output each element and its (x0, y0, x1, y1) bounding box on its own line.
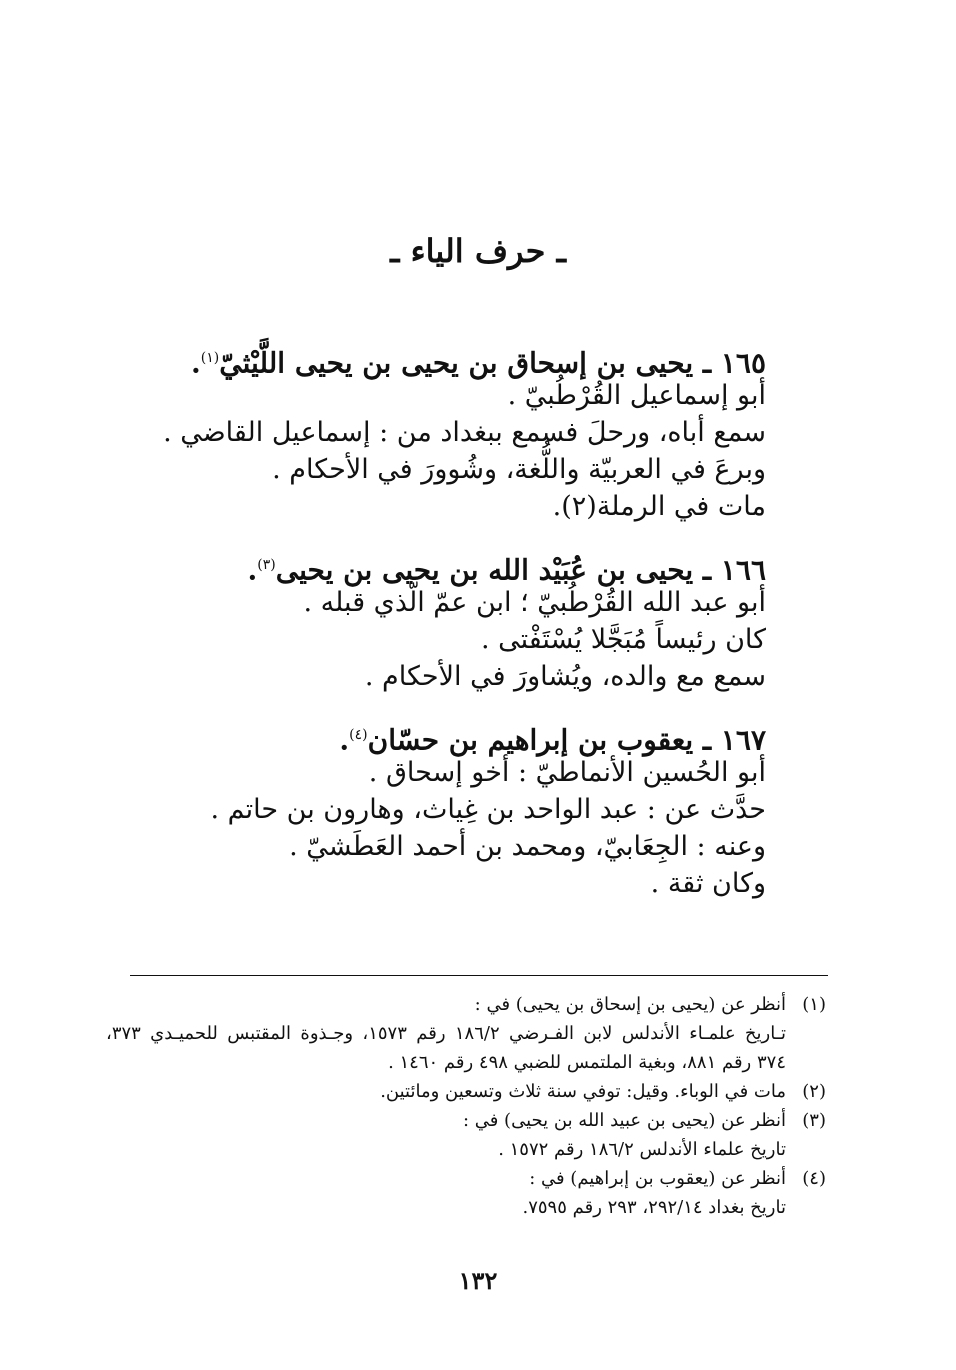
entry-line: كان رئيساً مُبَجَّلا يُسْتَفْتى . (480, 624, 766, 655)
entry-line: سمع أباه، ورحلَ فسمع ببغداد من : إسماعيل القاضي . (163, 417, 766, 448)
footnote-number: (٣) (802, 1110, 826, 1131)
footnotes (106, 990, 826, 1222)
footnote-ref[interactable]: (٣) (257, 557, 276, 573)
footnote-line: تاريخ علماء الأندلس ١٨٦/٢ رقم ١٥٧٢ . (498, 1139, 786, 1160)
entry-heading (46, 547, 766, 587)
footnote-4 (106, 1164, 826, 1222)
footnote-number: (٤) (802, 1168, 826, 1189)
footnote-number: (٢) (802, 1081, 826, 1102)
entry-line: أبو عبد الله القُرْطُبيّ ؛ ابن عمّ الّذي قبله . (303, 587, 766, 618)
entry-line: أبو الحُسين الأنماطيّ : أخو إسحاق . (368, 757, 766, 788)
footnote-line: ٣٧٤ رقم ٨٨١، وبغية الملتمس للضبي ٤٩٨ رقم ١٤٦٠ . (388, 1052, 786, 1073)
footnote-3 (106, 1106, 826, 1164)
entry-heading-text: ١٦٧ ـ يعقوب بن إبراهيم بن حسّان (367, 723, 766, 757)
heading-end: . (247, 553, 258, 587)
entry-heading-text: ١٦٦ ـ يحيى بن عُبَيْد الله بن يحيى بن يحيى (275, 553, 766, 587)
heading-end: . (339, 723, 350, 757)
entry-line: وكان ثقة . (650, 868, 766, 899)
entry-line: وبرعَ في العربيّة واللُّغة، وشُوورَ في الأحكام . (272, 454, 766, 485)
entry-line: سمع مع والده، ويُشاورَ في الأحكام . (364, 661, 766, 692)
footnote-line: تـاريخ علمـاء الأندلس لابن الفـرضي ١٨٦/٢ رقم ١٥٧٣، وجـذوة المقتبس للحميـدي ٣٧٣، (106, 1023, 786, 1044)
footnote-body (106, 1164, 786, 1222)
page-number: ١٣٢ (458, 1266, 498, 1295)
entry-line: حدَّث عن : عبد الواحد بن غِياث، وهارون بن حاتم . (210, 794, 766, 825)
footnote-line: مات في الوباء. وقيل: توفي سنة ثلاث وتسعين ومائتين. (380, 1081, 786, 1102)
entry-line: وعنه : الجِعَابيّ، ومحمد بن أحمد العَطَشيّ . (289, 831, 766, 862)
entry-heading-text: ١٦٥ ـ يحيى بن إسحاق بن يحيى بن يحيى اللَّيْثيّ (219, 346, 766, 380)
footnote-body (106, 1077, 786, 1106)
footnote-ref[interactable]: (١) (200, 350, 220, 366)
footnote-number: (١) (802, 994, 826, 1015)
heading-end: . (191, 346, 201, 380)
entry-line: أبو إسماعيل القُرْطُبيّ . (507, 380, 766, 411)
entry-165 (46, 340, 766, 525)
footnote-line: تاريخ بغداد ٢٩٢/١٤، ٢٩٣ رقم ٧٥٩٥. (522, 1197, 786, 1218)
entry-heading (46, 717, 766, 757)
entry-167 (46, 717, 766, 902)
entry-166 (46, 547, 766, 695)
body-text (46, 340, 766, 924)
footnote-ref[interactable]: (٤) (349, 727, 368, 743)
footnote-line: أنظر عن (يحيى بن عبيد الله بن يحيى) في : (462, 1110, 786, 1131)
entry-heading (46, 340, 766, 380)
footnote-body (106, 990, 786, 1077)
footnote-line: أنظر عن (يعقوب بن إبراهيم) في : (529, 1168, 786, 1189)
footnote-divider (130, 975, 828, 976)
footnote-line: أنظر عن (يحيى بن إسحاق بن يحيى) في : (474, 994, 786, 1015)
section-title: ـ حرف الياء ـ (390, 232, 566, 270)
footnote-2 (106, 1077, 826, 1106)
entry-line: مات في الرملة(٢). (552, 491, 766, 522)
footnote-1 (106, 990, 826, 1077)
footnote-body (106, 1106, 786, 1164)
